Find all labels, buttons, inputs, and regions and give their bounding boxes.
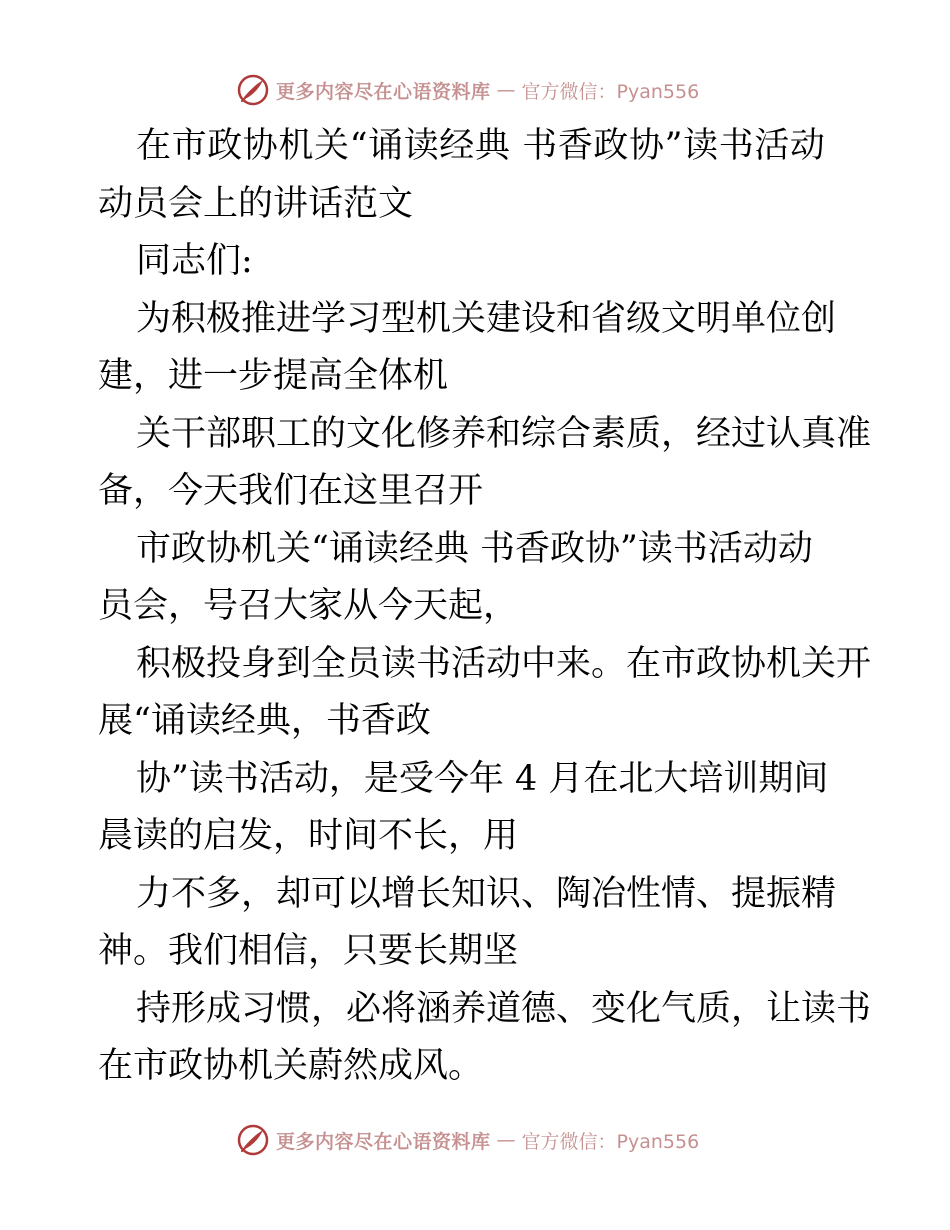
paragraph-line: 员会，号召大家从今天起，: [98, 586, 519, 626]
paragraph-line: 备，今天我们在这里召开: [98, 471, 484, 511]
paragraph-line: 积极投身到全员读书活动中来。在市政协机关开: [136, 643, 872, 684]
footer-banner: [236, 1120, 756, 1160]
paragraph-line: 力不多，却可以增长知识、陶冶性情、提振精: [136, 873, 837, 914]
banner-dash: —: [496, 79, 516, 101]
paragraph-line: 协”读书活动，是受今年 4 月在北大培训期间: [136, 758, 829, 799]
paragraph-line: 晨读的启发，时间不长，用: [98, 816, 519, 856]
title-line-1: 在市政协机关“诵读经典 书香政协”读书活动: [136, 126, 826, 166]
paragraph-line: 持形成习惯，必将涵养道德、变化气质，让读书: [136, 988, 872, 1029]
paragraph-line: 建，进一步提高全体机: [98, 356, 449, 396]
paragraph-line: 神。我们相信，只要长期坚: [98, 931, 519, 971]
banner-dash: —: [496, 1129, 516, 1151]
title-line-2: 动员会上的讲话范文: [98, 183, 414, 224]
paragraph-line: 在市政协机关蔚然成风。: [98, 1046, 484, 1086]
paragraph-line: 关干部职工的文化修养和综合素质，经过认真准: [136, 413, 872, 454]
salutation: 同志们:: [136, 241, 253, 281]
header-banner: [236, 70, 756, 110]
quill-logo-icon: [236, 73, 270, 107]
banner-contact-text: 官方微信：Pyan556: [521, 1130, 700, 1153]
banner-brand-text: 更多内容尽在心语资料库: [276, 80, 491, 103]
banner-contact-text: 官方微信：Pyan556: [521, 80, 700, 103]
paragraph-line: 展“诵读经典，书香政: [98, 701, 431, 741]
banner-brand-text: 更多内容尽在心语资料库: [276, 1130, 491, 1153]
document-body: [98, 118, 872, 1096]
paragraph-line: 市政协机关“诵读经典 书香政协”读书活动动: [136, 528, 813, 569]
paragraph-line: 为积极推进学习型机关建设和省级文明单位创: [136, 298, 837, 339]
quill-logo-icon: [236, 1123, 270, 1157]
